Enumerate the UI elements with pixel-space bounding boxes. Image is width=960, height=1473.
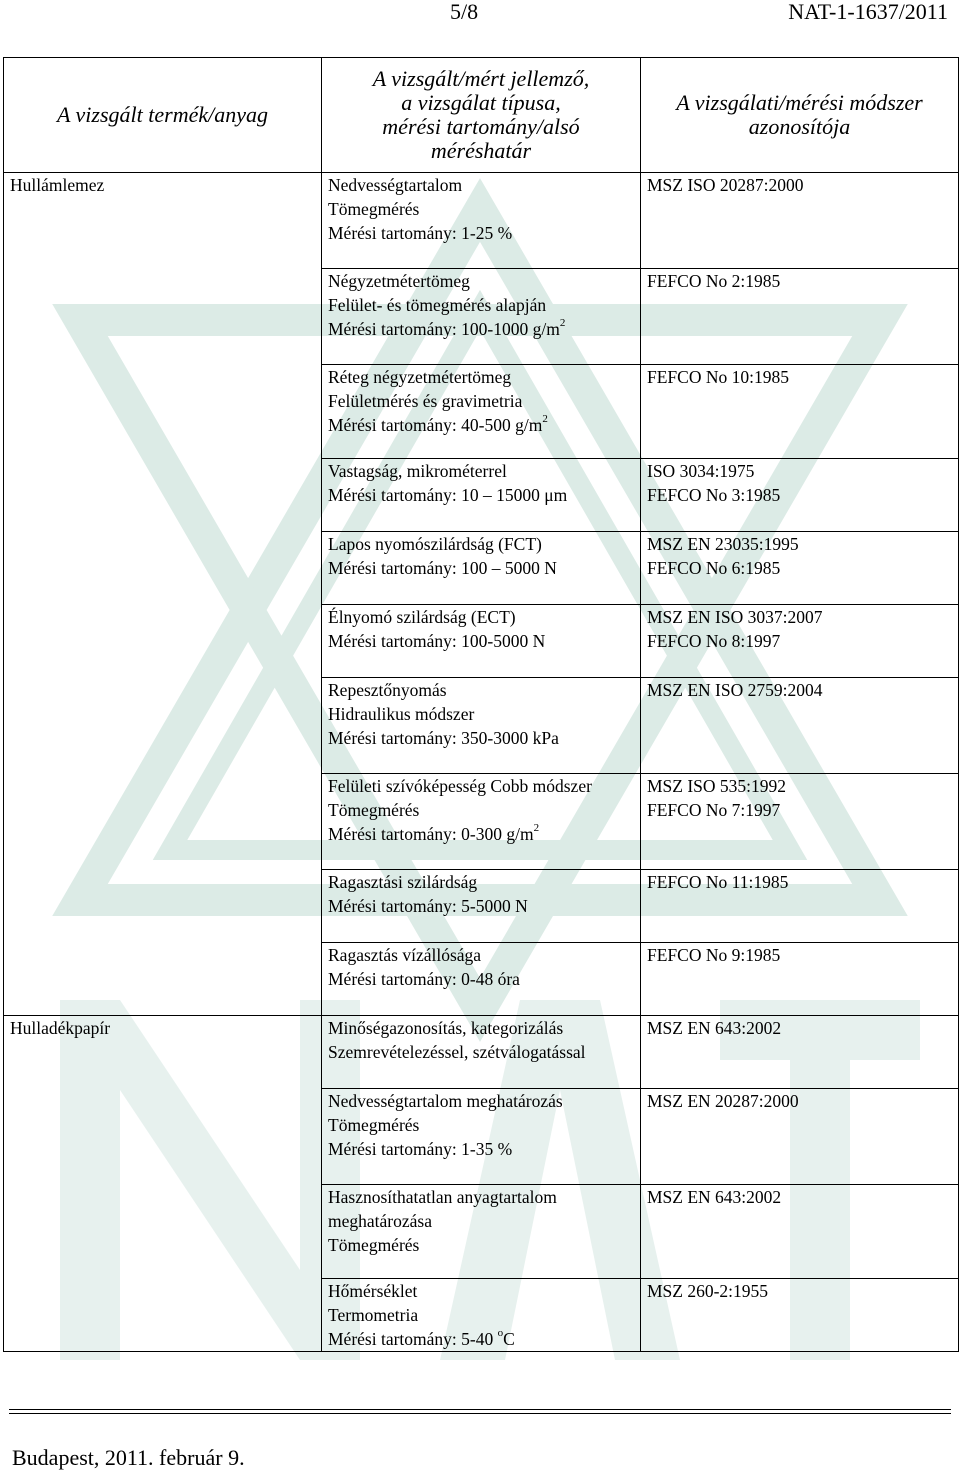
table-row — [4, 1279, 959, 1352]
characteristic-cell: Lapos nyomószilárdság (FCT) Mérési tartomány: 100 – 5000 N — [322, 532, 641, 605]
characteristic-cell: Négyzetmétertömeg Felület- és tömegmérés alapján Mérési tartomány: 100-1000 $g/m^2$ — [322, 269, 641, 365]
method-cell: FEFCO No 9:1985 — [641, 943, 959, 1016]
table-row — [4, 943, 959, 1016]
product-cell — [4, 943, 322, 1016]
characteristic-cell: Élnyomó szilárdság (ECT) Mérési tartomány: 100-5000 N — [322, 605, 641, 678]
characteristic-cell: Ragasztás vízállósága Mérési tartomány: 0-48 óra — [322, 943, 641, 1016]
characteristic-cell: Hőmérséklet Termometria Mérési tartomány: 5-40 $^o$C — [322, 1279, 641, 1352]
page-number: 5/8 — [450, 0, 479, 24]
product-cell — [4, 870, 322, 943]
characteristic-cell: Repesztőnyomás Hidraulikus módszer Mérési tartomány: 350-3000 kPa — [322, 678, 641, 774]
product-cell — [4, 678, 322, 774]
table-row — [4, 870, 959, 943]
method-cell: MSZ EN 643:2002 — [641, 1016, 959, 1089]
table-row — [4, 1016, 959, 1089]
table-row — [4, 605, 959, 678]
method-cell: MSZ EN 23035:1995 FEFCO No 6:1985 — [641, 532, 959, 605]
accreditation-table — [3, 57, 959, 1352]
characteristic-cell: Ragasztási szilárdság Mérési tartomány: 5-5000 N — [322, 870, 641, 943]
characteristic-cell: Nedvességtartalom meghatározás Tömegmérés Mérési tartomány: 1-35 % — [322, 1089, 641, 1185]
method-cell: MSZ EN ISO 2759:2004 — [641, 678, 959, 774]
product-cell — [4, 269, 322, 365]
table-row — [4, 269, 959, 365]
method-cell: MSZ EN 643:2002 — [641, 1185, 959, 1279]
table-row — [4, 532, 959, 605]
table-header-row — [4, 58, 959, 173]
product-cell: Hullámlemez — [4, 173, 322, 269]
method-cell: MSZ 260-2:1955 — [641, 1279, 959, 1352]
method-cell: MSZ ISO 535:1992 FEFCO No 7:1997 — [641, 774, 959, 870]
product-cell — [4, 365, 322, 459]
product-cell — [4, 605, 322, 678]
method-cell: MSZ ISO 20287:2000 — [641, 173, 959, 269]
method-cell: MSZ EN ISO 3037:2007 FEFCO No 8:1997 — [641, 605, 959, 678]
footer-divider — [9, 1413, 951, 1414]
table-row — [4, 173, 959, 269]
method-cell: FEFCO No 2:1985 — [641, 269, 959, 365]
characteristic-cell: Felületi szívóképesség Cobb módszer Tömegmérés Mérési tartomány: 0-300 $g/m^2$ — [322, 774, 641, 870]
characteristic-cell: Nedvességtartalom Tömegmérés Mérési tartomány: 1-25 % — [322, 173, 641, 269]
method-cell: FEFCO No 10:1985 — [641, 365, 959, 459]
characteristic-cell: Vastagság, mikrométerrel Mérési tartomány: 10 – 15000 μm — [322, 459, 641, 532]
table-row — [4, 774, 959, 870]
table-row — [4, 678, 959, 774]
footer-divider — [9, 1409, 951, 1410]
column-header-method: A vizsgálati/mérési módszer azonosítója — [641, 58, 959, 173]
product-cell — [4, 774, 322, 870]
table-row — [4, 365, 959, 459]
method-cell: MSZ EN 20287:2000 — [641, 1089, 959, 1185]
column-header-product: A vizsgált termék/anyag — [4, 58, 322, 173]
product-cell: Hulladékpapír — [4, 1016, 322, 1089]
table-row — [4, 459, 959, 532]
footer-place-date: Budapest, 2011. február 9. — [12, 1445, 245, 1470]
product-cell — [4, 1185, 322, 1279]
product-cell — [4, 459, 322, 532]
product-cell — [4, 1279, 322, 1352]
product-cell — [4, 532, 322, 605]
product-cell — [4, 1089, 322, 1185]
column-header-characteristic: A vizsgált/mért jellemző, a vizsgálat típusa, mérési tartomány/alsó méréshatár — [322, 58, 641, 173]
method-cell: FEFCO No 11:1985 — [641, 870, 959, 943]
characteristic-cell: Hasznosíthatatlan anyagtartalom meghatározása Tömegmérés — [322, 1185, 641, 1279]
method-cell: ISO 3034:1975 FEFCO No 3:1985 — [641, 459, 959, 532]
characteristic-cell: Minőségazonosítás, kategorizálás Szemrevételezéssel, szétválogatással — [322, 1016, 641, 1089]
characteristic-cell: Réteg négyzetmétertömeg Felületmérés és gravimetria Mérési tartomány: 40-500 $g/m^2$ — [322, 365, 641, 459]
table-row — [4, 1185, 959, 1279]
document-id: NAT-1-1637/2011 — [788, 0, 948, 24]
table-row — [4, 1089, 959, 1185]
